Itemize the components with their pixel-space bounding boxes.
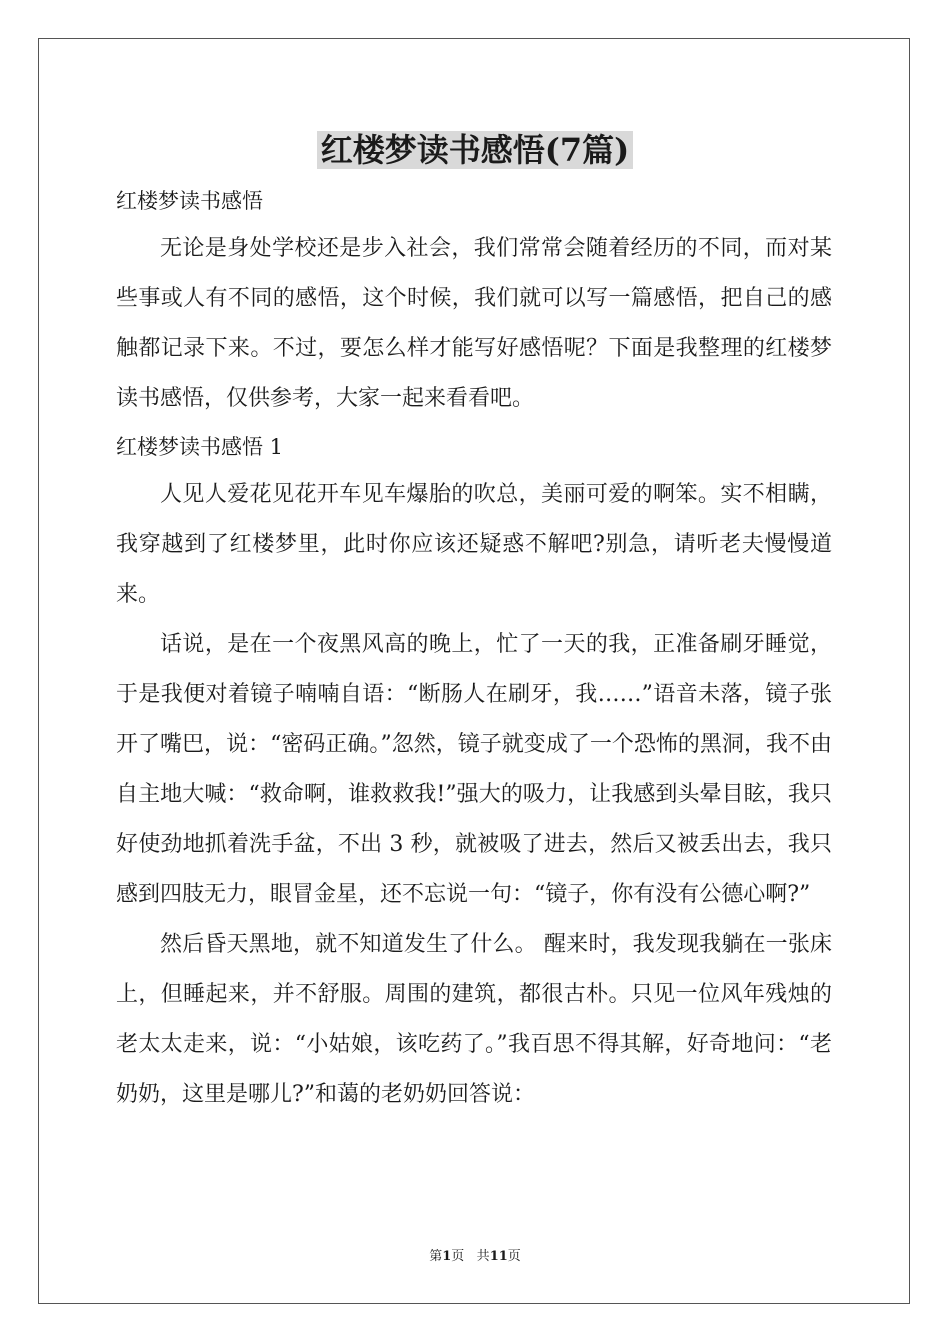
page-number: 1 bbox=[442, 1249, 452, 1264]
document-title-text: 红楼梦读书感悟(7篇) bbox=[317, 131, 634, 169]
section-1-paragraph-1: 人见人爱花见花开车见车爆胎的吹总，美丽可爱的啊笨。实不相瞒，我穿越到了红楼梦里，此时你应该还疑惑不解吧?别急，请听老夫慢慢道来。 bbox=[116, 482, 832, 607]
total-suffix: 页 bbox=[507, 1249, 521, 1264]
page-label-suffix: 页 bbox=[451, 1249, 465, 1264]
total-pages: 11 bbox=[489, 1249, 508, 1264]
document-title bbox=[0, 128, 950, 172]
page-label-prefix: 第 bbox=[429, 1249, 443, 1264]
intro-paragraph: 无论是身处学校还是步入社会，我们常常会随着经历的不同，而对某些事或人有不同的感悟，这个时候，我们就可以写一篇感悟，把自己的感触都记录下来。不过，要怎么样才能写好感悟呢？下面是我整理的红楼梦读书感悟，仅供参考，大家一起来看看吧。 bbox=[116, 236, 832, 411]
document-body bbox=[116, 178, 832, 1120]
section-heading-1: 红楼梦读书感悟 1 bbox=[116, 435, 284, 459]
section-1-paragraph-3: 然后昏天黑地，就不知道发生了什么。 醒来时，我发现我躺在一张床上，但睡起来，并不舒服。周围的建筑，都很古朴。只见一位风年残烛的老太太走来，说：“小姑娘，该吃药了。”我百思不得其解，好奇地问：“老奶奶，这里是哪儿?”和蔼的老奶奶回答说： bbox=[116, 932, 832, 1107]
page-footer bbox=[0, 1248, 950, 1266]
total-prefix: 共 bbox=[476, 1249, 490, 1264]
section-heading-intro: 红楼梦读书感悟 bbox=[116, 189, 263, 213]
section-1-paragraph-2: 话说，是在一个夜黑风高的晚上，忙了一天的我，正准备刷牙睡觉，于是我便对着镜子喃喃自语：“断肠人在刷牙，我……”语音未落，镜子张开了嘴巴，说：“密码正确。”忽然，镜子就变成了一个恐怖的黑洞，我不由自主地大喊：“救命啊，谁救救我!”强大的吸力，让我感到头晕目眩，我只好使劲地抓着洗手盆，不出 3 秒，就被吸了进去，然后又被丢出去，我只感到四肢无力，眼冒金星，还不忘说一句：“镜子，你有没有公德心啊?” bbox=[116, 632, 832, 907]
